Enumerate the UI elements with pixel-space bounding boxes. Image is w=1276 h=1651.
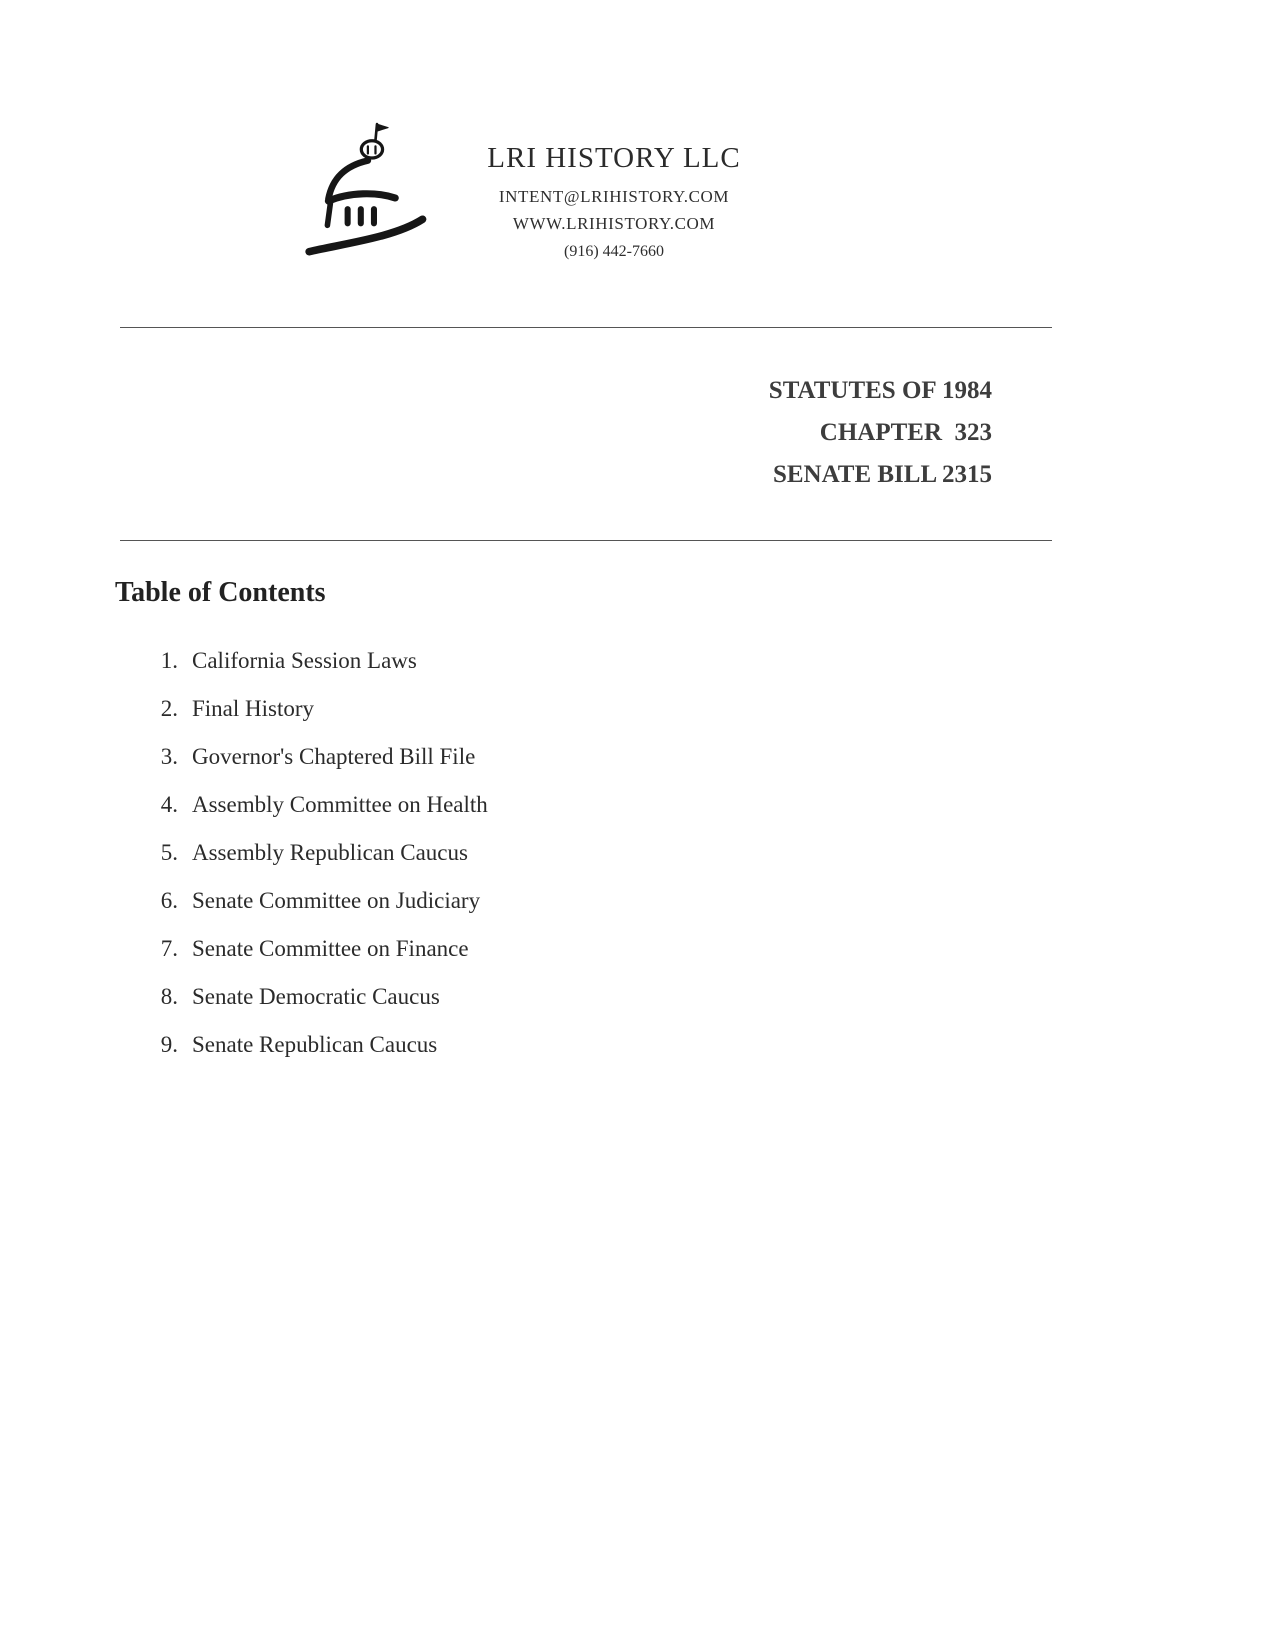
toc-item-label: California Session Laws — [192, 648, 417, 673]
letterhead-text — [487, 142, 740, 261]
toc-item — [120, 793, 1052, 817]
toc-item-label: Senate Republican Caucus — [192, 1032, 438, 1057]
toc-item-number: 4. — [160, 792, 178, 817]
toc-item-label: Assembly Republican Caucus — [192, 840, 468, 865]
statute-title-block — [120, 370, 1052, 496]
company-email: INTENT@LRIHISTORY.COM — [498, 187, 730, 206]
toc-item-number: 9. — [160, 1032, 178, 1057]
toc-list — [120, 649, 1052, 1057]
company-phone: (916) 442-7660 — [564, 243, 664, 260]
chapter-line: CHAPTER 323 — [819, 419, 992, 446]
horizontal-rule-top — [120, 327, 1052, 328]
toc-item-label: Assembly Committee on Health — [192, 792, 488, 817]
toc-item — [120, 697, 1052, 721]
capitol-dome-logo-icon — [301, 118, 453, 285]
toc-item-number: 3. — [160, 744, 178, 769]
toc-item-label: Senate Committee on Judiciary — [192, 888, 481, 913]
horizontal-rule-bottom — [120, 540, 1052, 541]
toc-item — [120, 1033, 1052, 1057]
toc-item — [120, 889, 1052, 913]
toc-item — [120, 937, 1052, 961]
toc-item-label: Senate Committee on Finance — [192, 936, 469, 961]
company-website: WWW.LRIHISTORY.COM — [512, 214, 716, 233]
toc-heading: Table of Contents — [115, 577, 326, 608]
toc-item-label: Final History — [192, 696, 315, 721]
senate-bill-line: SENATE BILL 2315 — [772, 461, 992, 488]
toc-item — [120, 745, 1052, 769]
toc-item-number: 5. — [160, 840, 178, 865]
capitol-dome-logo-drawing — [301, 118, 453, 280]
page-content — [115, 0, 1052, 1057]
company-name: LRI HISTORY LLC — [487, 142, 741, 174]
toc-item-number: 1. — [160, 648, 178, 673]
toc-item — [120, 841, 1052, 865]
toc-item-number: 8. — [160, 984, 178, 1009]
toc-item — [120, 649, 1052, 673]
statutes-line: STATUTES OF 1984 — [768, 377, 992, 404]
toc-item-label: Governor's Chaptered Bill File — [192, 744, 476, 769]
toc-item-number: 2. — [160, 696, 178, 721]
toc-item-number: 7. — [160, 936, 178, 961]
toc-item-number: 6. — [160, 888, 178, 913]
toc-item — [120, 985, 1052, 1009]
letterhead — [120, 0, 1052, 285]
toc-item-label: Senate Democratic Caucus — [192, 984, 440, 1009]
